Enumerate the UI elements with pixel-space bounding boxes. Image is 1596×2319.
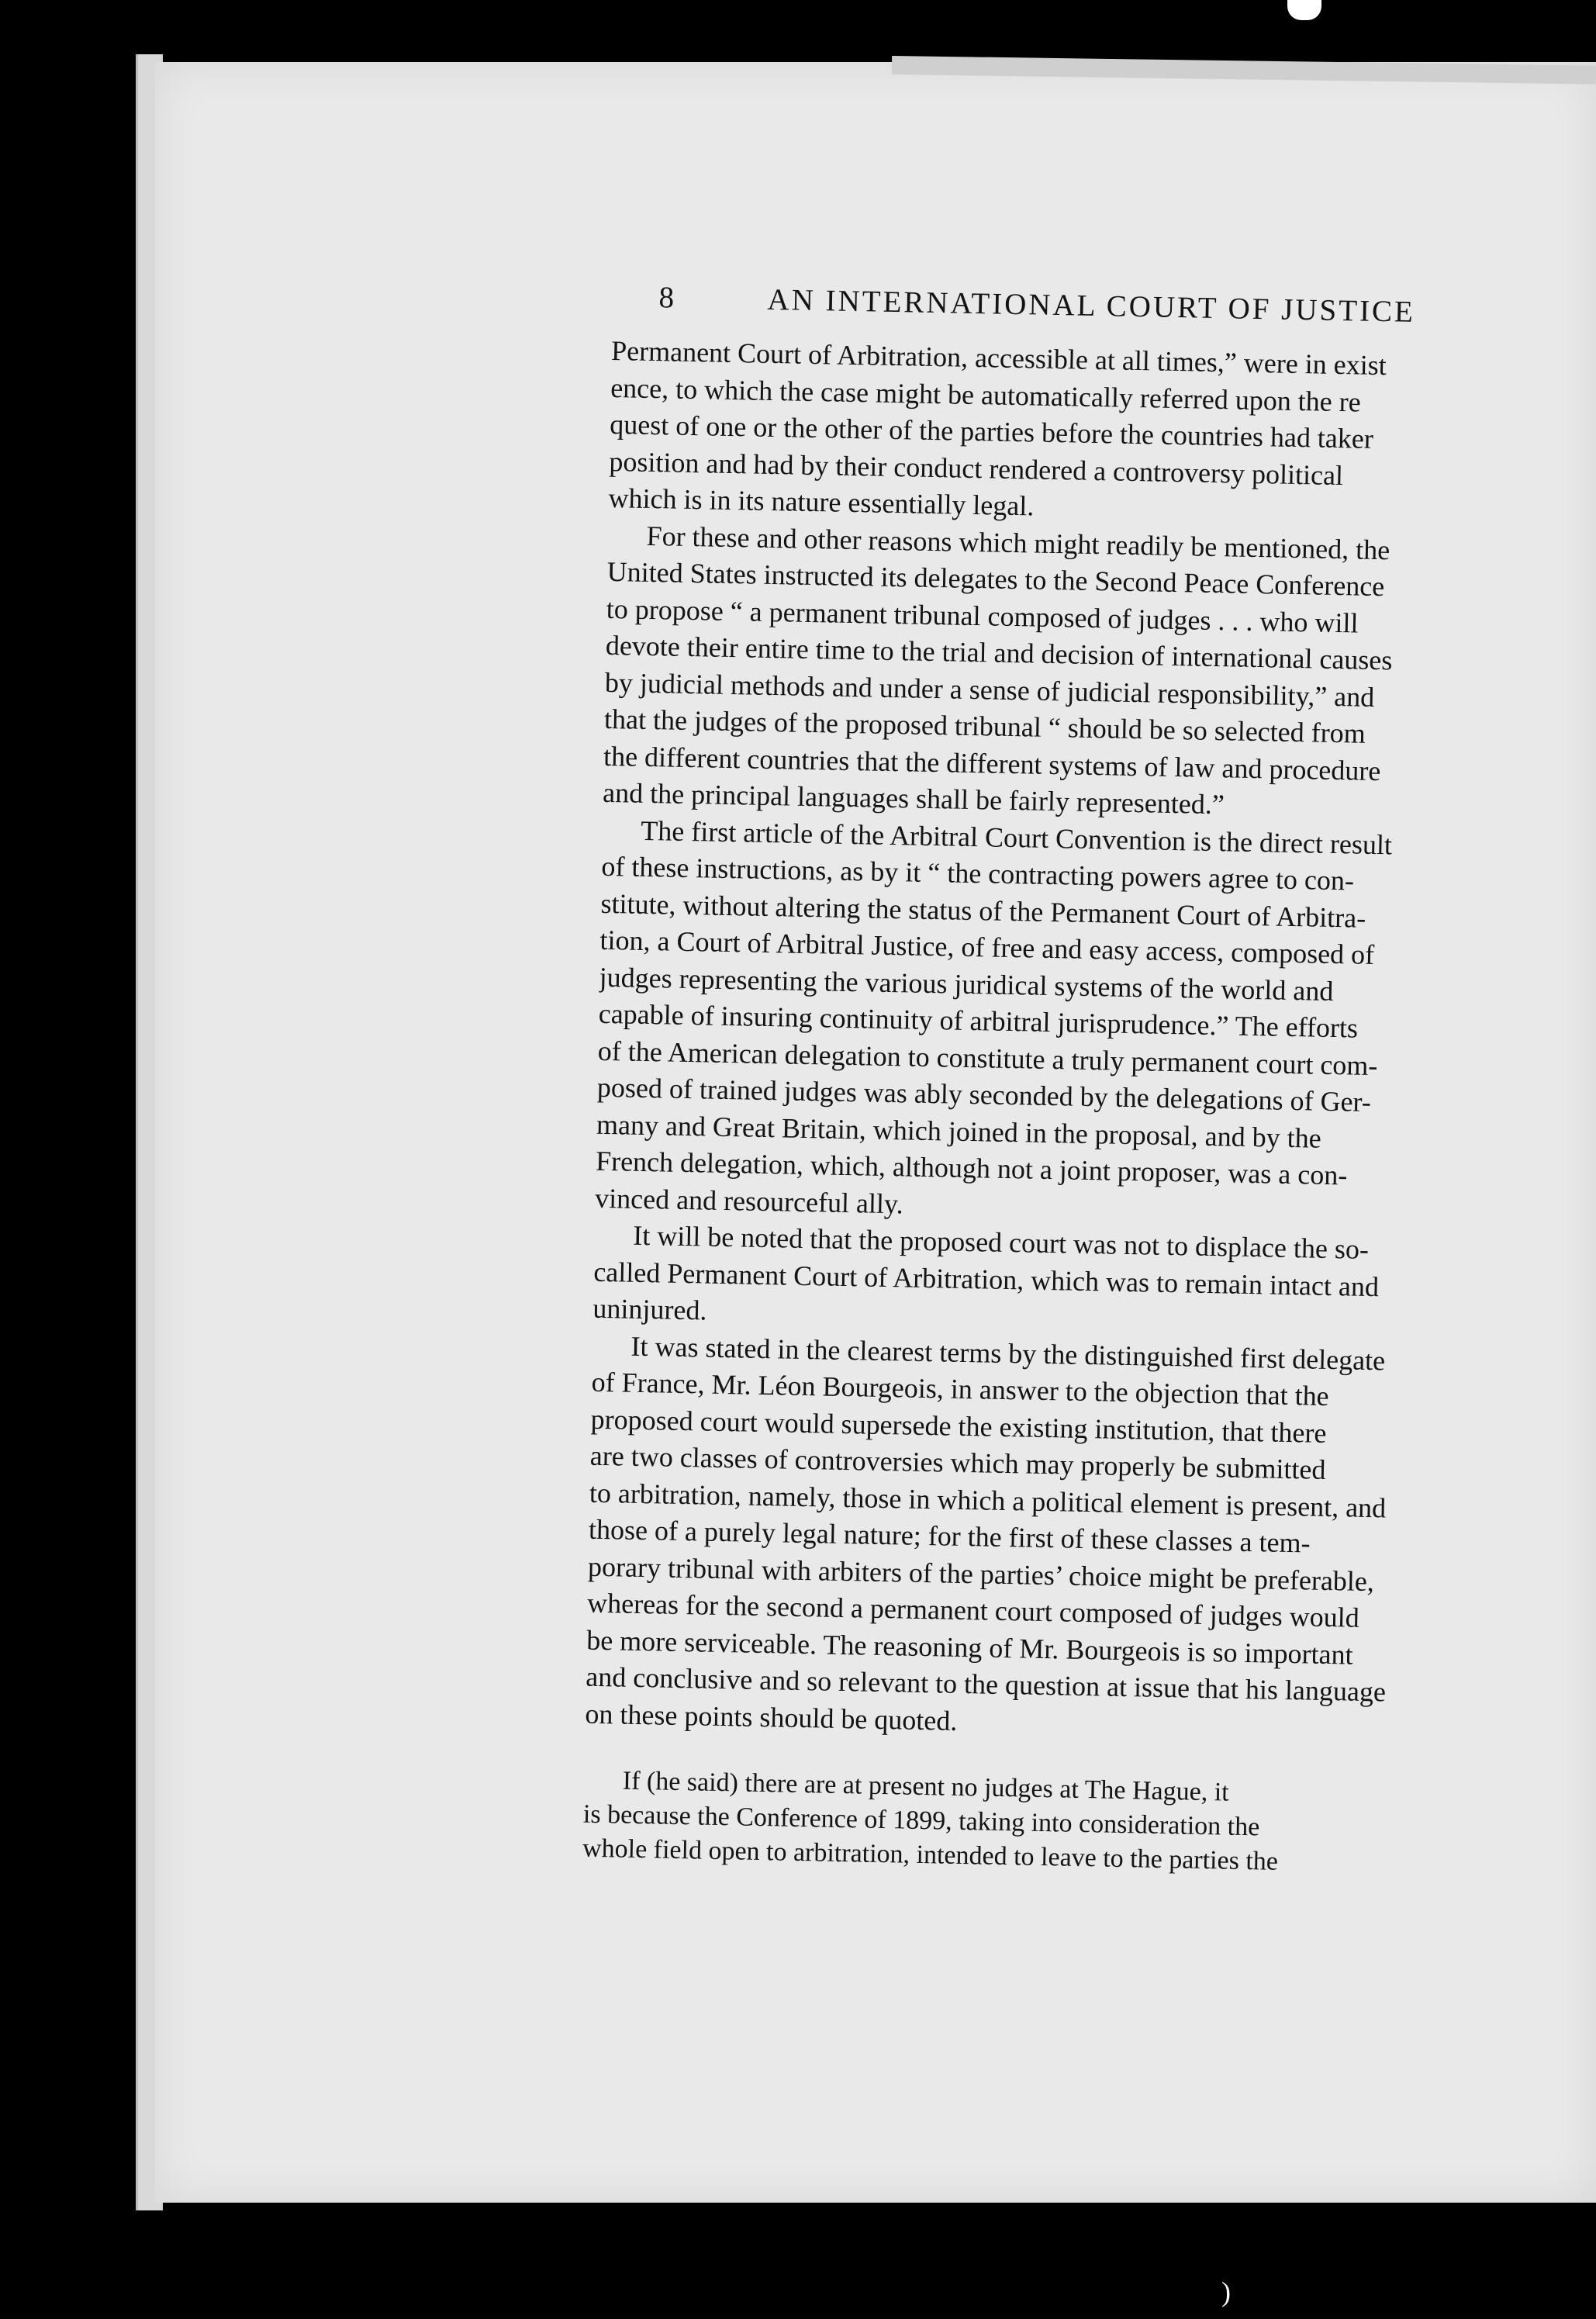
quote-line: whole field open to arbitration, intended to leave to the parties the (582, 1833, 1279, 1876)
text-line: Permanent Court of Arbitration, accessible at all times,” were in exist (610, 334, 1387, 382)
text-line: to propose “ a permanent tribunal composed of judges . . . who will (606, 593, 1359, 639)
text-line: ence, to which the case might be automatically referred upon the re (610, 372, 1362, 418)
page-text-block (582, 279, 1596, 1885)
text-line: French delegation, which, although not a joint proposer, was a con- (595, 1145, 1348, 1191)
text-line: porary tribunal with arbiters of the parties’ choice might be preferable, (587, 1550, 1375, 1597)
text-line: which is in its nature essentially legal. (608, 482, 1035, 522)
text-line: and conclusive and so relevant to the question at issue that his language (586, 1661, 1387, 1708)
page-number: 8 (658, 281, 676, 315)
quote-line: If (he said) there are at present no judges at The Hague, it (622, 1766, 1230, 1807)
text-line: For these and other reasons which might readily be mentioned, the (646, 520, 1390, 565)
quote-line: is because the Conference of 1899, taking into consideration the (582, 1799, 1260, 1842)
text-line: to arbitration, namely, those in which a political element is present, and (589, 1477, 1387, 1523)
text-line: quest of one or the other of the parties before the countries had taker (610, 408, 1374, 454)
text-line: and the principal languages shall be fairly represented.” (602, 776, 1225, 821)
text-line: uninjured. (592, 1292, 707, 1326)
text-line: vinced and resourceful ally. (594, 1182, 904, 1219)
text-line: of these instructions, as by it “ the contracting powers agree to con- (601, 850, 1355, 897)
text-line: proposed court would supersede the existing institution, that there (590, 1403, 1327, 1449)
text-line: are two classes of controversies which may properly be submitted (589, 1439, 1326, 1485)
running-head-title: AN INTERNATIONAL COURT OF JUSTICE (767, 282, 1416, 329)
paragraph-4 (592, 1217, 1578, 1346)
text-line: on these points should be quoted. (585, 1698, 958, 1737)
text-line: those of a purely legal nature; for the first of these classes a tem- (588, 1513, 1311, 1559)
text-line: whereas for the second a permanent court composed of judges would (586, 1587, 1360, 1633)
text-line: The first article of the Arbitral Court Convention is the direct result (640, 814, 1393, 860)
block-quote (582, 1764, 1567, 1885)
paragraph-1 (608, 333, 1594, 536)
text-line: many and Great Britain, which joined in the proposal, and by the (596, 1108, 1322, 1154)
paragraph-3 (595, 811, 1586, 1236)
text-line: position and had by their conduct rendered a controversy political (609, 445, 1344, 491)
text-line: called Permanent Court of Arbitration, which was to remain intact and (593, 1256, 1380, 1302)
text-line: devote their entire time to the trial and decision of international causes (605, 629, 1393, 676)
text-line: the different countries that the different systems of law and procedure (603, 740, 1381, 786)
text-line: judges representing the various juridical systems of the world and (599, 961, 1334, 1007)
text-line: capable of insuring continuity of arbitral jurisprudence.” The efforts (598, 997, 1359, 1044)
text-line: of the American delegation to constitute a truly permanent court com- (597, 1035, 1378, 1081)
text-line: It was stated in the clearest terms by the distinguished first delegate (630, 1330, 1386, 1376)
paragraph-2 (603, 517, 1591, 830)
text-line: be more serviceable. The reasoning of Mr. Bourgeois is so important (586, 1624, 1353, 1671)
scan-artifact-bottom: ) (1221, 2276, 1231, 2307)
text-line: of France, Mr. Léon Bourgeois, in answer to the objection that the (591, 1366, 1330, 1412)
text-line: by judicial methods and under a sense of judicial responsibility,” and (604, 666, 1375, 713)
text-line: that the judges of the proposed tribunal “ should be so selected from (603, 703, 1366, 749)
text-line: It will be noted that the proposed court was not to displace the so- (632, 1219, 1370, 1265)
text-line: tion, a Court of Arbitral Justice, of free and easy access, composed of (599, 924, 1375, 971)
paragraph-5 (585, 1327, 1576, 1751)
text-line: stitute, without altering the status of the Permanent Court of Arbitra- (600, 887, 1366, 934)
text-line: posed of trained judges was ably seconded by the delegations of Ger- (596, 1071, 1372, 1118)
text-line: United States instructed its delegates to the Second Peace Conference (606, 555, 1385, 603)
